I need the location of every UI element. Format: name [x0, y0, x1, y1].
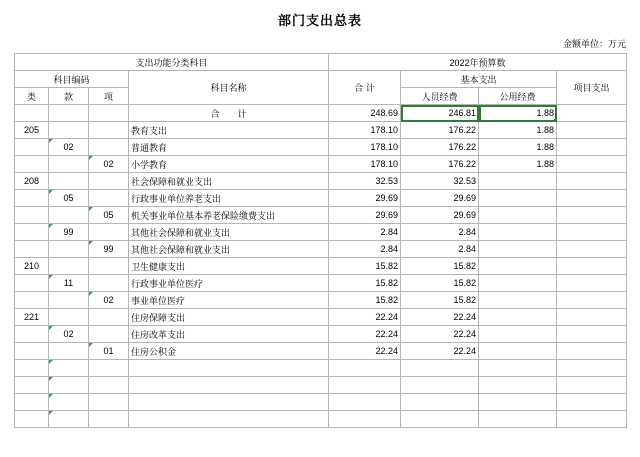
- cell-xiang[interactable]: 02: [89, 156, 129, 173]
- cell-project-expenditure[interactable]: [557, 122, 627, 139]
- cell-project-expenditure[interactable]: [557, 258, 627, 275]
- cell-lei[interactable]: [15, 139, 49, 156]
- cell-total[interactable]: 22.24: [329, 309, 401, 326]
- cell-personnel-expense[interactable]: 15.82: [401, 275, 479, 292]
- cell-public-expense[interactable]: 1.88: [479, 156, 557, 173]
- cell-empty[interactable]: [129, 394, 329, 411]
- header-personnel-expense: 人员经费: [401, 88, 479, 105]
- cell-kuan[interactable]: [49, 309, 89, 326]
- cell-kuan[interactable]: [49, 105, 89, 122]
- header-basic-expenditure: 基本支出: [401, 71, 557, 88]
- table-body: [15, 105, 627, 428]
- page-title: 部门支出总表: [277, 13, 362, 28]
- cell-xiang[interactable]: [89, 190, 129, 207]
- cell-xiang[interactable]: [89, 326, 129, 343]
- header-project-expenditure: 项目支出: [557, 71, 627, 105]
- cell-empty[interactable]: [479, 377, 557, 394]
- header-kuan: 款: [49, 88, 89, 105]
- cell-public-expense[interactable]: [479, 224, 557, 241]
- cell-xiang[interactable]: [89, 309, 129, 326]
- cell-lei[interactable]: [15, 343, 49, 360]
- cell-empty[interactable]: [329, 394, 401, 411]
- cell-kuan[interactable]: [49, 292, 89, 309]
- cell-public-expense[interactable]: [479, 241, 557, 258]
- cell-subject-name[interactable]: 住房保障支出: [129, 309, 329, 326]
- cell-project-expenditure[interactable]: [557, 343, 627, 360]
- cell-lei[interactable]: 205: [15, 122, 49, 139]
- cell-subject-name[interactable]: 社会保障和就业支出: [129, 173, 329, 190]
- cell-personnel-expense[interactable]: 2.84: [401, 224, 479, 241]
- cell-subject-name[interactable]: 卫生健康支出: [129, 258, 329, 275]
- cell-xiang[interactable]: [89, 139, 129, 156]
- cell-empty[interactable]: [89, 360, 129, 377]
- cell-personnel-expense[interactable]: 176.22: [401, 122, 479, 139]
- cell-empty[interactable]: [129, 411, 329, 428]
- table-row[interactable]: [15, 122, 627, 139]
- cell-kuan[interactable]: [49, 156, 89, 173]
- cell-lei[interactable]: [15, 156, 49, 173]
- cell-empty[interactable]: [49, 360, 89, 377]
- cell-total[interactable]: 178.10: [329, 156, 401, 173]
- table-row[interactable]: [15, 326, 627, 343]
- cell-empty[interactable]: [329, 411, 401, 428]
- cell-empty[interactable]: [49, 377, 89, 394]
- cell-personnel-expense[interactable]: 22.24: [401, 343, 479, 360]
- cell-subject-name[interactable]: 小学教育: [129, 156, 329, 173]
- cell-personnel-expense[interactable]: 246.81: [401, 105, 479, 122]
- cell-project-expenditure[interactable]: [557, 190, 627, 207]
- cell-empty[interactable]: [557, 377, 627, 394]
- cell-lei[interactable]: [15, 224, 49, 241]
- cell-public-expense[interactable]: 1.88: [479, 139, 557, 156]
- cell-kuan[interactable]: [49, 343, 89, 360]
- cell-kuan[interactable]: 11: [49, 275, 89, 292]
- cell-empty[interactable]: [15, 394, 49, 411]
- table-row[interactable]: [15, 292, 627, 309]
- cell-kuan[interactable]: 02: [49, 326, 89, 343]
- table-row[interactable]: [15, 224, 627, 241]
- cell-empty[interactable]: [49, 394, 89, 411]
- cell-kuan[interactable]: [49, 258, 89, 275]
- cell-public-expense[interactable]: 1.88: [479, 105, 557, 122]
- cell-kuan[interactable]: 05: [49, 190, 89, 207]
- cell-personnel-expense[interactable]: 22.24: [401, 326, 479, 343]
- cell-xiang[interactable]: 02: [89, 292, 129, 309]
- cell-subject-name[interactable]: 教育支出: [129, 122, 329, 139]
- cell-xiang[interactable]: [89, 105, 129, 122]
- cell-public-expense[interactable]: [479, 190, 557, 207]
- cell-project-expenditure[interactable]: [557, 139, 627, 156]
- cell-xiang[interactable]: 01: [89, 343, 129, 360]
- cell-kuan[interactable]: [49, 241, 89, 258]
- header-lei: 类: [15, 88, 49, 105]
- cell-xiang[interactable]: [89, 258, 129, 275]
- cell-public-expense[interactable]: [479, 292, 557, 309]
- cell-total[interactable]: 248.69: [329, 105, 401, 122]
- cell-public-expense[interactable]: [479, 309, 557, 326]
- header-subject-name: 科目名称: [129, 71, 329, 105]
- cell-empty[interactable]: [89, 394, 129, 411]
- header-public-expense: 公用经费: [479, 88, 557, 105]
- cell-lei[interactable]: [15, 190, 49, 207]
- cell-empty[interactable]: [15, 377, 49, 394]
- cell-empty[interactable]: [401, 377, 479, 394]
- cell-public-expense[interactable]: [479, 343, 557, 360]
- cell-kuan[interactable]: [49, 122, 89, 139]
- cell-subject-name[interactable]: 其他社会保障和就业支出: [129, 241, 329, 258]
- table-row[interactable]: [15, 241, 627, 258]
- cell-project-expenditure[interactable]: [557, 156, 627, 173]
- cell-personnel-expense[interactable]: 32.53: [401, 173, 479, 190]
- budget-expenditure-table: [14, 53, 627, 428]
- cell-empty[interactable]: [329, 377, 401, 394]
- cell-empty[interactable]: [557, 394, 627, 411]
- table-row-empty[interactable]: [15, 360, 627, 377]
- cell-subject-name[interactable]: 其他社会保障和就业支出: [129, 224, 329, 241]
- table-row[interactable]: [15, 343, 627, 360]
- cell-public-expense[interactable]: 1.88: [479, 122, 557, 139]
- cell-subject-name[interactable]: 住房公积金: [129, 343, 329, 360]
- table-row[interactable]: [15, 156, 627, 173]
- cell-personnel-expense[interactable]: 176.22: [401, 139, 479, 156]
- cell-subject-name[interactable]: 事业单位医疗: [129, 292, 329, 309]
- cell-personnel-expense[interactable]: 29.69: [401, 207, 479, 224]
- cell-personnel-expense[interactable]: 15.82: [401, 292, 479, 309]
- cell-project-expenditure[interactable]: [557, 326, 627, 343]
- cell-project-expenditure[interactable]: [557, 105, 627, 122]
- cell-lei[interactable]: [15, 292, 49, 309]
- cell-empty[interactable]: [89, 377, 129, 394]
- amount-unit-label: 金额单位：万元: [562, 39, 626, 49]
- cell-lei[interactable]: [15, 275, 49, 292]
- cell-total[interactable]: 22.24: [329, 326, 401, 343]
- table-row[interactable]: [15, 275, 627, 292]
- cell-empty[interactable]: [15, 360, 49, 377]
- cell-empty[interactable]: [479, 411, 557, 428]
- table-row[interactable]: [15, 207, 627, 224]
- cell-lei[interactable]: 208: [15, 173, 49, 190]
- cell-total[interactable]: 15.82: [329, 275, 401, 292]
- cell-xiang[interactable]: [89, 122, 129, 139]
- header-total: 合 计: [329, 71, 401, 105]
- cell-empty[interactable]: [557, 360, 627, 377]
- cell-lei[interactable]: [15, 105, 49, 122]
- cell-subject-name[interactable]: 合 计: [129, 105, 329, 122]
- cell-public-expense[interactable]: [479, 258, 557, 275]
- cell-personnel-expense[interactable]: 29.69: [401, 190, 479, 207]
- cell-personnel-expense[interactable]: 2.84: [401, 241, 479, 258]
- cell-xiang[interactable]: 99: [89, 241, 129, 258]
- table-row[interactable]: [15, 309, 627, 326]
- cell-empty[interactable]: [479, 394, 557, 411]
- cell-lei[interactable]: [15, 207, 49, 224]
- cell-empty[interactable]: [49, 411, 89, 428]
- header-budget-year: 2022年预算数: [329, 54, 627, 71]
- header-subject-code: 科目编码: [15, 71, 129, 88]
- cell-public-expense[interactable]: [479, 326, 557, 343]
- cell-lei[interactable]: 210: [15, 258, 49, 275]
- cell-total[interactable]: 32.53: [329, 173, 401, 190]
- cell-empty[interactable]: [401, 360, 479, 377]
- cell-lei[interactable]: [15, 326, 49, 343]
- table-row[interactable]: [15, 105, 627, 122]
- cell-xiang[interactable]: [89, 224, 129, 241]
- cell-total[interactable]: 29.69: [329, 190, 401, 207]
- table-row-empty[interactable]: [15, 394, 627, 411]
- cell-empty[interactable]: [401, 394, 479, 411]
- cell-empty[interactable]: [329, 360, 401, 377]
- cell-total[interactable]: 29.69: [329, 207, 401, 224]
- header-xiang: 项: [89, 88, 129, 105]
- table-row-empty[interactable]: [15, 377, 627, 394]
- cell-personnel-expense[interactable]: 15.82: [401, 258, 479, 275]
- cell-project-expenditure[interactable]: [557, 292, 627, 309]
- cell-project-expenditure[interactable]: [557, 173, 627, 190]
- cell-project-expenditure[interactable]: [557, 207, 627, 224]
- selection-fill-handle[interactable]: [554, 119, 557, 122]
- table-row[interactable]: [15, 190, 627, 207]
- table-header: [15, 54, 627, 105]
- table-row-empty[interactable]: [15, 411, 627, 428]
- cell-xiang[interactable]: [89, 173, 129, 190]
- table-row[interactable]: [15, 258, 627, 275]
- cell-empty[interactable]: [15, 411, 49, 428]
- cell-subject-name[interactable]: 普通教育: [129, 139, 329, 156]
- cell-project-expenditure[interactable]: [557, 309, 627, 326]
- cell-total[interactable]: 2.84: [329, 224, 401, 241]
- cell-personnel-expense[interactable]: 176.22: [401, 156, 479, 173]
- cell-project-expenditure[interactable]: [557, 241, 627, 258]
- cell-subject-name[interactable]: 机关事业单位基本养老保险缴费支出: [129, 207, 329, 224]
- cell-public-expense[interactable]: [479, 275, 557, 292]
- cell-total[interactable]: 15.82: [329, 258, 401, 275]
- cell-kuan[interactable]: [49, 207, 89, 224]
- cell-kuan[interactable]: 99: [49, 224, 89, 241]
- cell-kuan[interactable]: 02: [49, 139, 89, 156]
- cell-empty[interactable]: [89, 411, 129, 428]
- cell-total[interactable]: 2.84: [329, 241, 401, 258]
- cell-total[interactable]: 178.10: [329, 122, 401, 139]
- cell-total[interactable]: 22.24: [329, 343, 401, 360]
- cell-total[interactable]: 15.82: [329, 292, 401, 309]
- cell-total[interactable]: 178.10: [329, 139, 401, 156]
- cell-subject-name[interactable]: 行政事业单位养老支出: [129, 190, 329, 207]
- table-row[interactable]: [15, 173, 627, 190]
- cell-public-expense[interactable]: [479, 173, 557, 190]
- cell-empty[interactable]: [129, 360, 329, 377]
- cell-personnel-expense[interactable]: 22.24: [401, 309, 479, 326]
- cell-empty[interactable]: [401, 411, 479, 428]
- cell-project-expenditure[interactable]: [557, 275, 627, 292]
- cell-subject-name[interactable]: 住房改革支出: [129, 326, 329, 343]
- cell-lei[interactable]: 221: [15, 309, 49, 326]
- cell-lei[interactable]: [15, 241, 49, 258]
- cell-public-expense[interactable]: [479, 207, 557, 224]
- cell-empty[interactable]: [557, 411, 627, 428]
- table-row[interactable]: [15, 139, 627, 156]
- cell-kuan[interactable]: [49, 173, 89, 190]
- cell-empty[interactable]: [479, 360, 557, 377]
- header-function-class: 支出功能分类科目: [15, 54, 329, 71]
- cell-project-expenditure[interactable]: [557, 224, 627, 241]
- cell-empty[interactable]: [129, 377, 329, 394]
- cell-xiang[interactable]: 05: [89, 207, 129, 224]
- cell-xiang[interactable]: [89, 275, 129, 292]
- cell-subject-name[interactable]: 行政事业单位医疗: [129, 275, 329, 292]
